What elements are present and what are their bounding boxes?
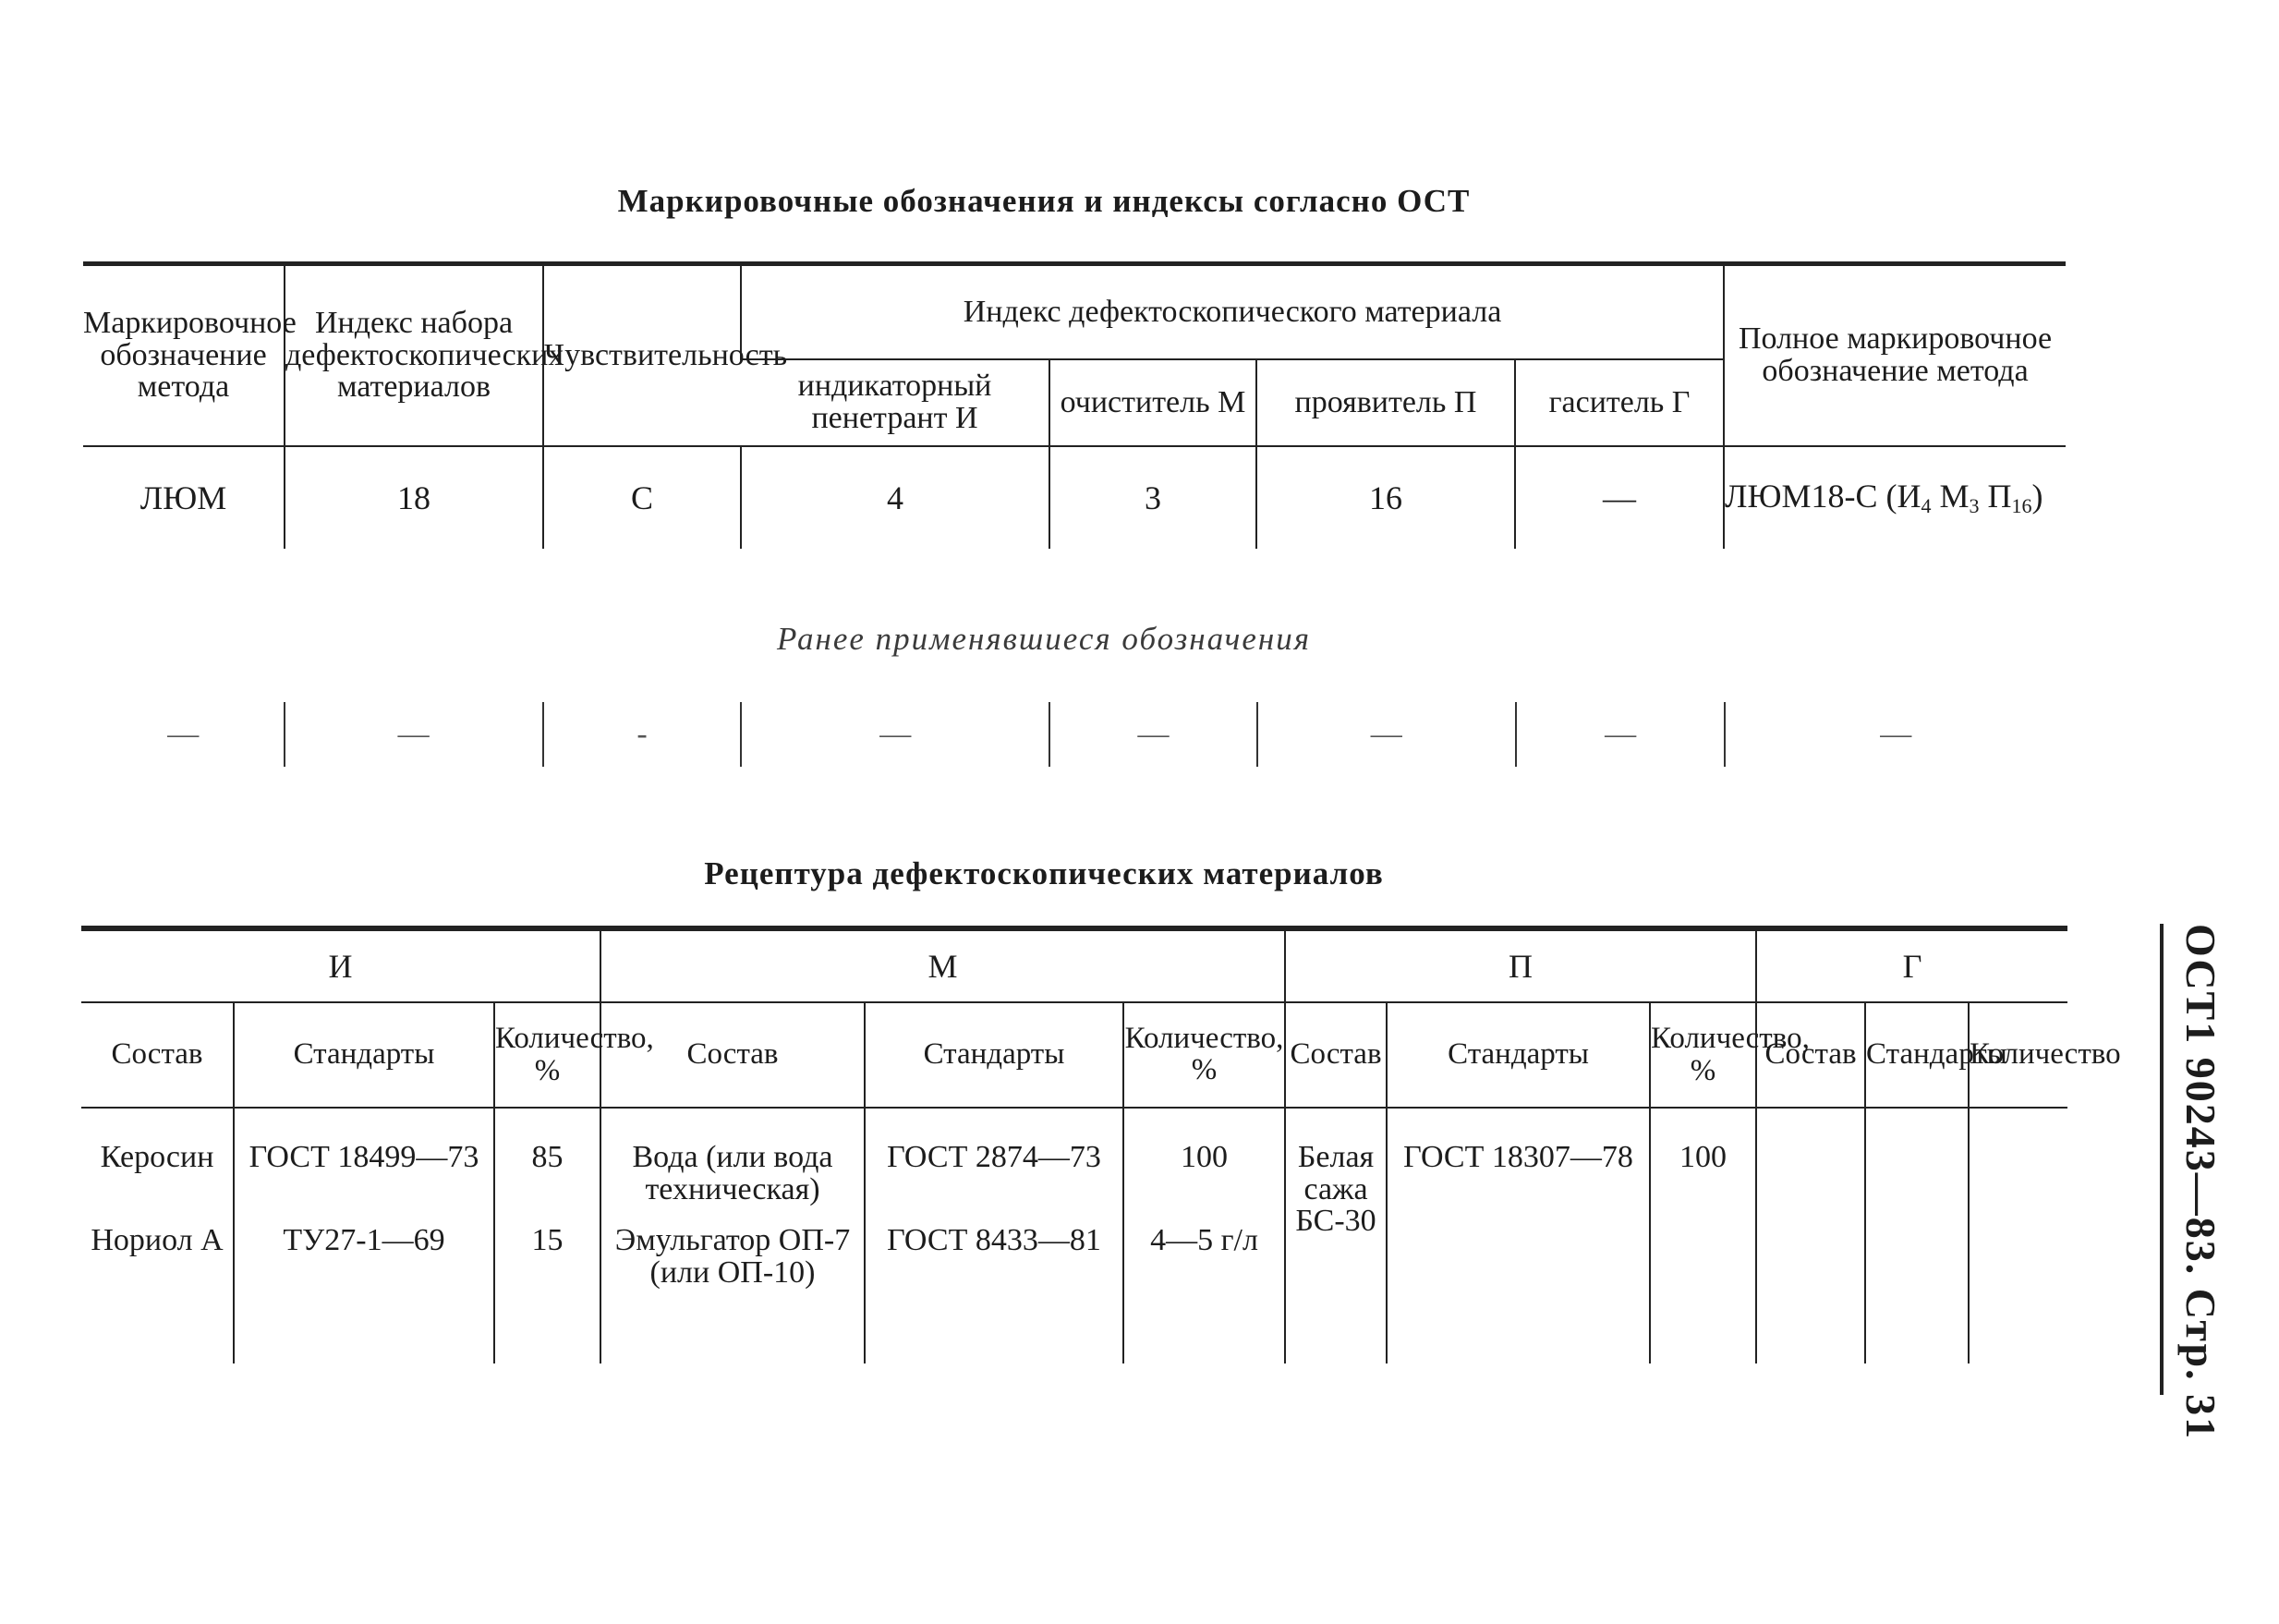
previous-designations-row xyxy=(83,702,2066,767)
page-side-label: ОСТ1 90243—83. Стр. 31 xyxy=(2177,924,2224,1441)
quencher-cell: — xyxy=(1515,446,1724,549)
prev-cell: — xyxy=(740,702,1049,767)
p-standard-cell: ГОСТ 18307—78 xyxy=(1387,1108,1650,1363)
prev-cell: — xyxy=(1049,702,1256,767)
group-i-header: И xyxy=(81,928,600,1002)
i-composition-header: Состав xyxy=(81,1002,234,1108)
g-quantity-cell xyxy=(1969,1108,2067,1363)
recipe-table xyxy=(81,926,2121,1363)
prev-cell: — xyxy=(1724,702,2066,767)
full-marking-cell: ЛЮМ18-С (И4 М3 П16) xyxy=(1724,446,2066,549)
g-standard-cell xyxy=(1865,1108,1969,1363)
side-rule xyxy=(2160,924,2164,1395)
m-composition-cell: Эмульгатор ОП-7 (или ОП-10) xyxy=(600,1225,865,1363)
material-index-header: Индекс дефектоскопического материала xyxy=(741,264,1724,360)
m-standard-cell: ГОСТ 8433—81 xyxy=(865,1225,1123,1363)
group-g-header: Г xyxy=(1756,928,2067,1002)
m-composition-header: Состав xyxy=(600,1002,865,1108)
p-composition-cell: Белая сажа БС-30 xyxy=(1285,1108,1387,1363)
m-quantity-cell: 4—5 г/л xyxy=(1123,1225,1285,1363)
group-m-header: М xyxy=(600,928,1285,1002)
i-quantity-cell: 15 xyxy=(494,1225,600,1363)
method-marking-header: Маркировочное обозначение метода xyxy=(83,264,285,447)
i-standard-cell: ГОСТ 18499—73 xyxy=(234,1108,494,1225)
p-quantity-cell: 100 xyxy=(1650,1108,1756,1363)
marking-table-title: Маркировочные обозначения и индексы согласно ОСТ xyxy=(617,183,1471,219)
g-composition-header: Состав xyxy=(1756,1002,1865,1108)
m-standard-cell: ГОСТ 2874—73 xyxy=(865,1108,1123,1225)
kit-cell: 18 xyxy=(285,446,543,549)
group-p-header: П xyxy=(1285,928,1756,1002)
sensitivity-header: Чувствительность xyxy=(543,264,741,447)
cleaner-header: очиститель М xyxy=(1049,359,1256,446)
method-cell: ЛЮМ xyxy=(83,446,285,549)
prev-cell: — xyxy=(167,717,200,751)
m-composition-cell: Вода (или вода техническая) xyxy=(600,1108,865,1225)
penetrant-cell: 4 xyxy=(741,446,1049,549)
developer-header: проявитель П xyxy=(1256,359,1515,446)
sensitivity-cell: С xyxy=(543,446,741,549)
recipe-table-title: Рецептура дефектоскопических материалов xyxy=(704,855,1384,891)
prev-cell: — xyxy=(1515,702,1725,767)
prev-cell: - xyxy=(542,702,741,767)
i-quantity-header: Количество, % xyxy=(494,1002,600,1108)
penetrant-header: индикаторный пенетрант И xyxy=(741,359,1049,446)
m-standards-header: Стандарты xyxy=(865,1002,1123,1108)
m-quantity-header: Количество, % xyxy=(1123,1002,1285,1108)
prev-cell: — xyxy=(284,702,542,767)
previous-designations-title: Ранее применявшиеся обозначения xyxy=(776,621,1312,657)
full-marking-header: Полное маркировочное обозначение метода xyxy=(1724,264,2066,447)
i-quantity-cell: 85 xyxy=(494,1108,600,1225)
g-standards-header: Стандарты xyxy=(1865,1002,1969,1108)
prev-cell: — xyxy=(1256,702,1515,767)
p-quantity-header: Количество, % xyxy=(1650,1002,1756,1108)
quencher-header: гаситель Г xyxy=(1515,359,1724,446)
p-composition-header: Состав xyxy=(1285,1002,1387,1108)
developer-cell: 16 xyxy=(1256,446,1515,549)
i-composition-cell: Нориол А xyxy=(91,1223,224,1257)
m-quantity-cell: 100 xyxy=(1123,1108,1285,1225)
cleaner-cell: 3 xyxy=(1049,446,1256,549)
marking-table xyxy=(83,261,2066,549)
g-composition-cell xyxy=(1756,1108,1865,1363)
kit-index-header: Индекс набора дефектоскопических материалов xyxy=(285,264,543,447)
i-standards-header: Стандарты xyxy=(234,1002,494,1108)
i-composition-cell: Керосин xyxy=(81,1108,234,1225)
g-quantity-header: Количество xyxy=(1969,1002,2067,1108)
p-standards-header: Стандарты xyxy=(1387,1002,1650,1108)
i-standard-cell: ТУ27-1—69 xyxy=(234,1225,494,1363)
